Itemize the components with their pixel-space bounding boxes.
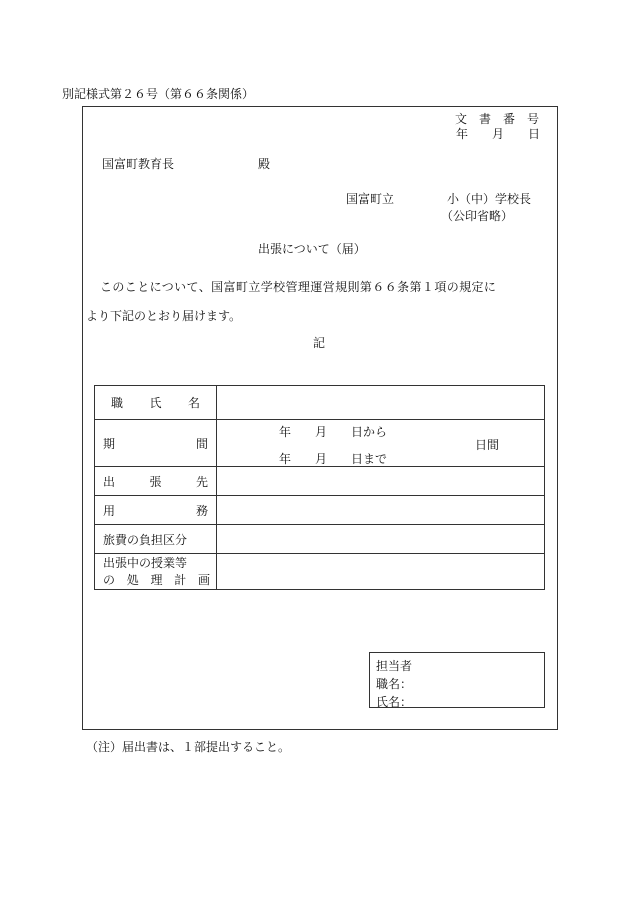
table-row [95,420,545,467]
footnote: （注）届出書は、１部提出すること。 [86,740,291,754]
contact-person: 担当者 [376,659,413,673]
sender-school: 国富町立 [346,192,395,206]
cost-value[interactable] [217,525,545,554]
table-row [95,496,545,525]
body-line-1: このことについて、国富町立学校管理運営規則第６６条第１項の規定に [100,280,497,294]
cost-label: 旅費の負担区分 [95,525,217,554]
period-days: 日間 [475,438,500,452]
date-line: 年 月 日 [456,127,541,141]
plan-value[interactable] [217,554,545,590]
ki-heading: 記 [313,336,326,350]
sender-title: 小（中）学校長 [447,192,532,206]
plan-label: 出張中の授業等 の 処 理 計 画 [95,554,217,590]
contact-name: 氏名： [376,695,413,709]
honorific: 殿 [258,157,271,171]
seal-note: （公印省略） [441,209,514,223]
destination-label: 出 張 先 [95,467,217,496]
form-id: 別記様式第２６号（第６６条関係） [62,87,255,101]
subject: 出張について（届） [258,242,366,256]
destination-value[interactable] [217,467,545,496]
table-row [95,554,545,590]
contact-position: 職名： [376,677,413,691]
table-row [95,467,545,496]
period-from: 年 月 日から [279,425,388,439]
period-value[interactable] [217,420,545,467]
table-row [95,525,545,554]
name-value[interactable] [217,386,545,420]
contact-box [369,652,545,708]
document-number: 文 書 番 号 [455,112,540,126]
detail-table [94,385,545,590]
period-label: 期 間 [95,420,217,467]
table-row [95,386,545,420]
period-to: 年 月 日まで [279,452,388,466]
name-label: 職 氏 名 [95,386,217,420]
purpose-label: 用 務 [95,496,217,525]
purpose-value[interactable] [217,496,545,525]
addressee: 国富町教育長 [102,157,175,171]
body-line-2: より下記のとおり届けます。 [86,309,242,323]
